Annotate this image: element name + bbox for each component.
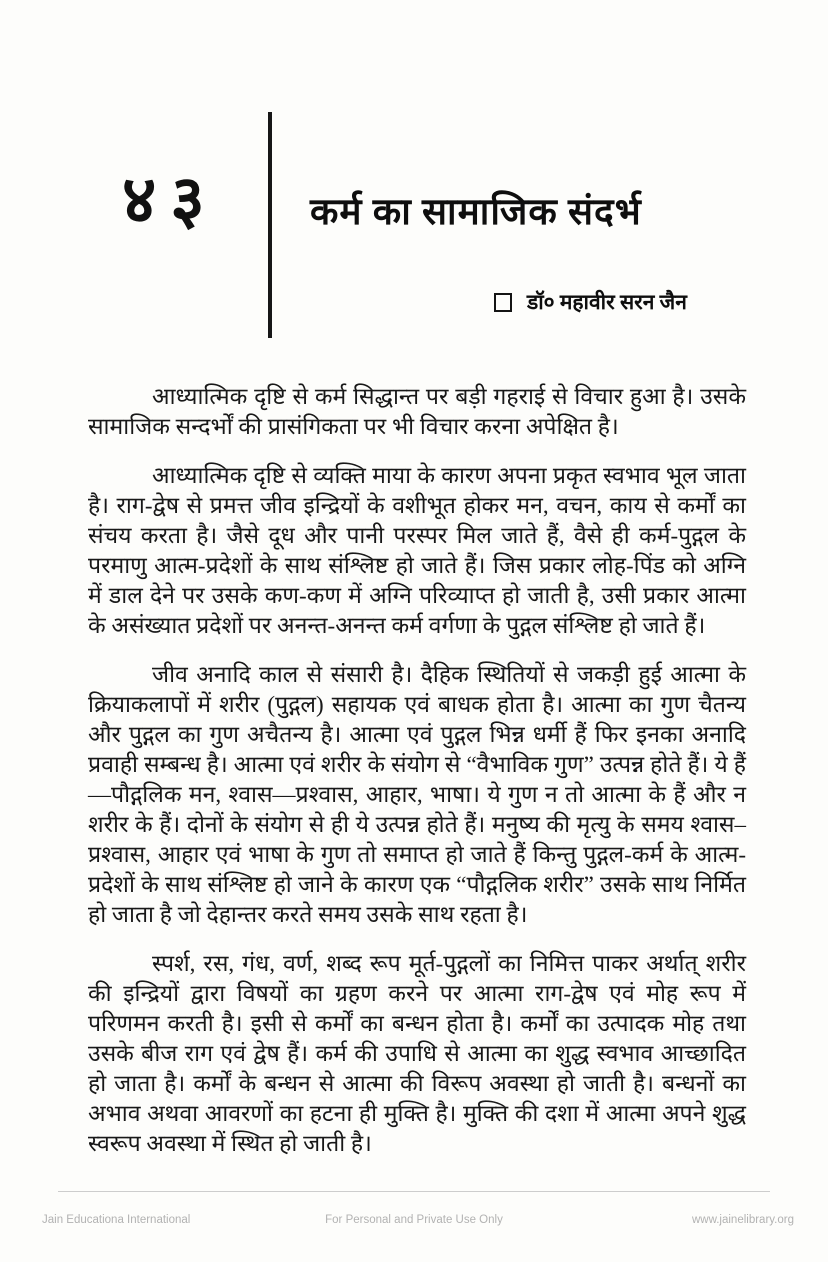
header-divider-line — [268, 112, 272, 338]
author-bullet-square-icon — [494, 293, 512, 312]
footer — [0, 1214, 828, 1234]
paragraph: आध्यात्मिक दृष्टि से कर्म सिद्धान्त पर बड़ी गहराई से विचार हुआ है। उसके सामाजिक सन्दर्भों की प्रासंगिकता पर भी विचार करना अपेक्षित है। — [88, 384, 746, 439]
footer-publisher: Jain Educationa International — [42, 1214, 191, 1226]
page-title: कर्म का सामाजिक संदर्भ — [310, 192, 642, 233]
author-row — [494, 288, 687, 316]
paragraph: आध्यात्मिक दृष्टि से व्यक्ति माया के कारण अपना प्रकृत स्वभाव भूल जाता है। राग-द्वेष से प्रमत्त जीव इन्द्रियों के वशीभूत होकर मन, वचन, काय से कर्मों का संचय करता है। जैसे दूध और पानी परस्पर मिल जाते हैं, वैसे ही कर्म-पुद्गल के परमाणु आत्म-प्रदेशों के साथ संश्लिष्ट हो जाते हैं। जिस प्रकार लोह-पिंड को अग्नि में डाल देने पर उसके कण-कण में अग्नि परिव्याप्त हो जाती है, उसी प्रकार आत्मा के असंख्यात प्रदेशों पर अनन्त-अनन्त कर्म वर्गणा के पुद्गल संश्लिष्ट हो जाते हैं। — [88, 463, 746, 638]
paragraph: जीव अनादि काल से संसारी है। दैहिक स्थितियों से जकड़ी हुई आत्मा के क्रियाकलापों में शरीर (पुद्गल) सहायक एवं बाधक होता है। आत्मा का गुण चैतन्य और पुद्गल का गुण अचैतन्य है। आत्मा एवं पुद्गल भिन्न धर्मी हैं फिर इनका अनादि प्रवाही सम्बन्ध है। आत्मा एवं शरीर के संयोग से “वैभाविक गुण” उत्पन्न होते हैं। ये हैं—पौद्गलिक मन, श्वास—प्रश्वास, आहार, भाषा। ये गुण न तो आत्मा के हैं और न शरीर के हैं। दोनों के संयोग से ही ये उत्पन्न होते हैं। मनुष्य की मृत्यु के समय श्वास–प्रश्वास, आहार एवं भाषा के गुण तो समाप्त हो जाते हैं किन्तु पुद्गल-कर्म के आत्म-प्रदेशों के साथ संश्लिष्ट हो जाने के कारण एक “पौद्गलिक शरीर” उसके साथ निर्मित हो जाता है जो देहान्तर करते समय उसके साथ रहता है। — [88, 662, 746, 927]
footer-usage-notice: For Personal and Private Use Only — [325, 1214, 503, 1226]
chapter-number: ४३ — [122, 164, 219, 237]
footer-website: www.jainelibrary.org — [691, 1214, 794, 1226]
paragraph: स्पर्श, रस, गंध, वर्ण, शब्द रूप मूर्त-पुद्गलों का निमित्त पाकर अर्थात् शरीर की इन्द्रियों द्वारा विषयों का ग्रहण करने पर आत्मा राग-द्वेष एवं मोह रूप में परिणमन करती है। इसी से कर्मों का बन्धन होता है। कर्मों का उत्पादक मोह तथा उसके बीज राग एवं द्वेष हैं। कर्म की उपाधि से आत्मा का शुद्ध स्वभाव आच्छादित हो जाता है। कर्मों के बन्धन से आत्मा की विरूप अवस्था हो जाती है। बन्धनों का अभाव अथवा आवरणों का हटना ही मुक्ति है। मुक्ति की दशा में आत्मा अपने शुद्ध स्वरूप अवस्था में स्थित हो जाती है। — [88, 951, 746, 1156]
author-name: डॉ० महावीर सरन जैन — [527, 290, 687, 314]
article-body — [88, 382, 746, 1178]
footer-separator-line — [58, 1191, 770, 1192]
